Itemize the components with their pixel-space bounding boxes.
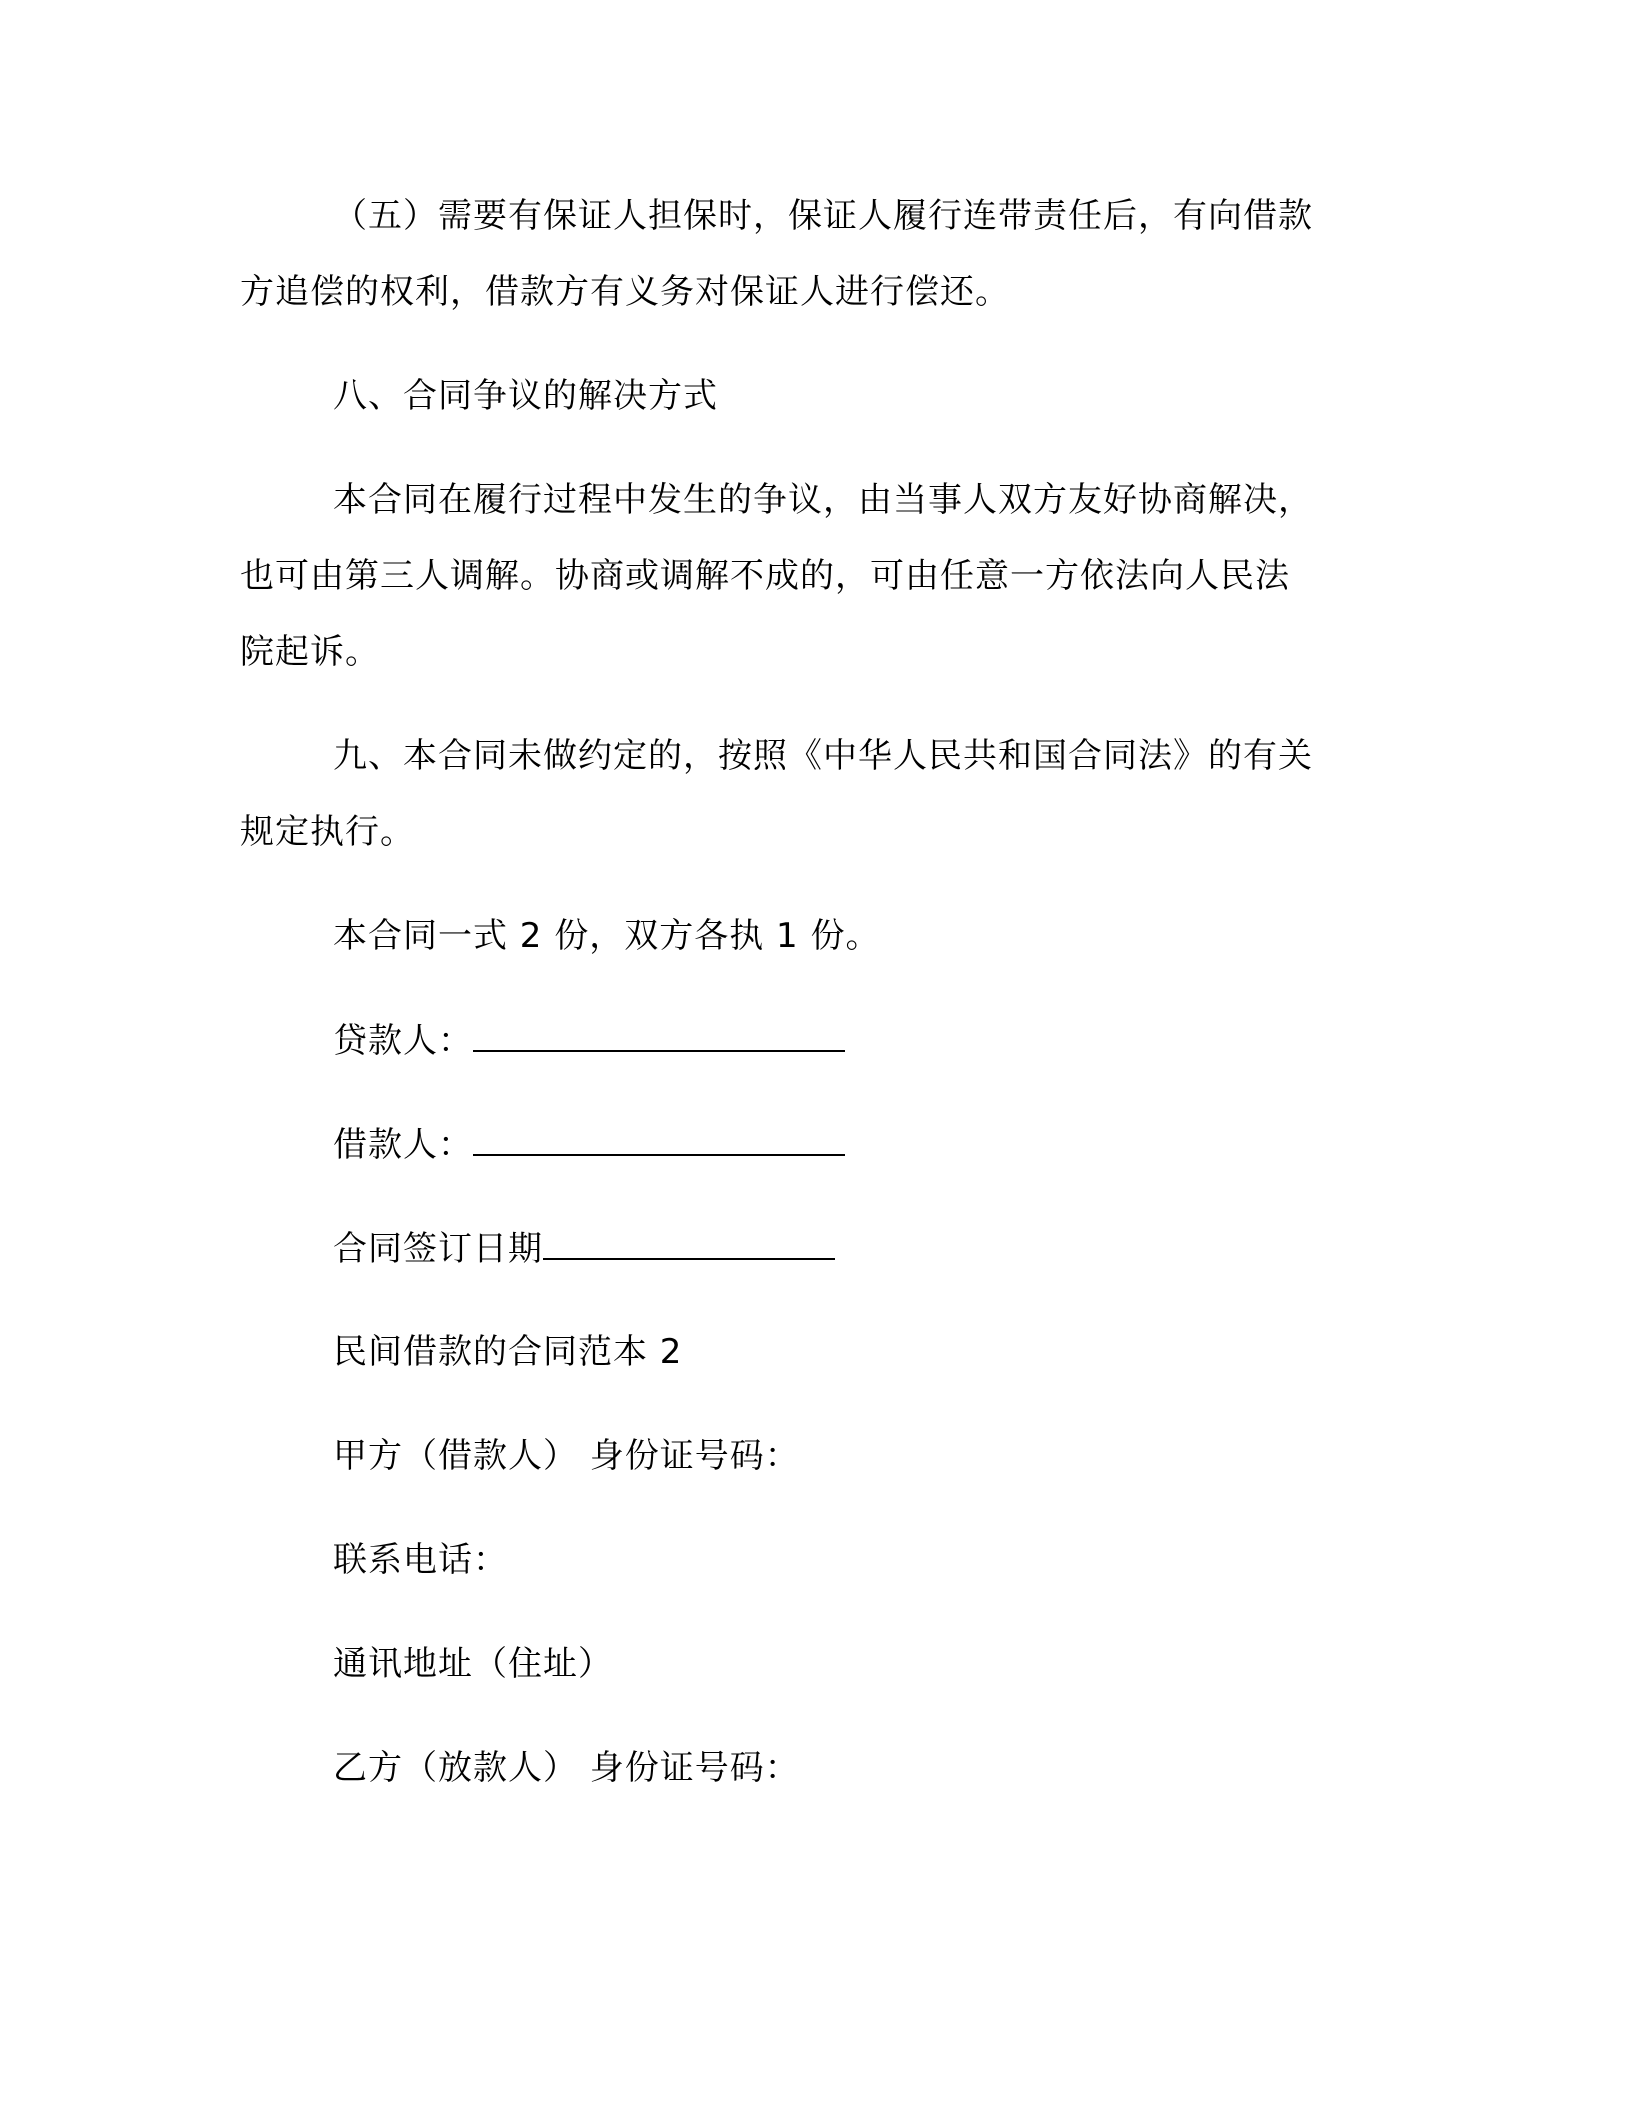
borrower-signature-blank[interactable]: [473, 1124, 845, 1156]
sign-date-blank[interactable]: [543, 1228, 835, 1260]
sample-2-title: 民间借款的合同范本 2: [333, 1332, 683, 1372]
sign-date-row: [333, 1228, 835, 1269]
section-8-heading: 八、合同争议的解决方式: [333, 376, 718, 416]
borrower-label: 借款人：: [333, 1125, 473, 1165]
section-8-body-line-1: 本合同在履行过程中发生的争议，由当事人双方友好协商解决，: [333, 480, 1313, 520]
party-a-id-label: 甲方（借款人） 身份证号码：: [333, 1436, 800, 1476]
para-5-line-2: 方追偿的权利，借款方有义务对保证人进行偿还。: [240, 272, 1010, 312]
sign-date-label: 合同签订日期: [333, 1229, 543, 1269]
section-9-line-1: 九、本合同未做约定的，按照《中华人民共和国合同法》的有关: [333, 736, 1313, 776]
section-8-body-line-2: 也可由第三人调解。协商或调解不成的，可由任意一方依法向人民法: [240, 556, 1290, 596]
copies-statement: 本合同一式 2 份，双方各执 1 份。: [333, 916, 881, 956]
borrower-signature-row: [333, 1124, 845, 1165]
para-5-line-1: （五）需要有保证人担保时，保证人履行连带责任后，有向借款: [333, 196, 1313, 236]
lender-label: 贷款人：: [333, 1021, 473, 1061]
party-b-id-label: 乙方（放款人） 身份证号码：: [333, 1748, 800, 1788]
address-label: 通讯地址（住址）: [333, 1644, 613, 1684]
contact-phone-label: 联系电话：: [333, 1540, 508, 1580]
section-8-body-line-3: 院起诉。: [240, 632, 380, 672]
lender-signature-blank[interactable]: [473, 1020, 845, 1052]
lender-signature-row: [333, 1020, 845, 1061]
section-9-line-2: 规定执行。: [240, 812, 415, 852]
